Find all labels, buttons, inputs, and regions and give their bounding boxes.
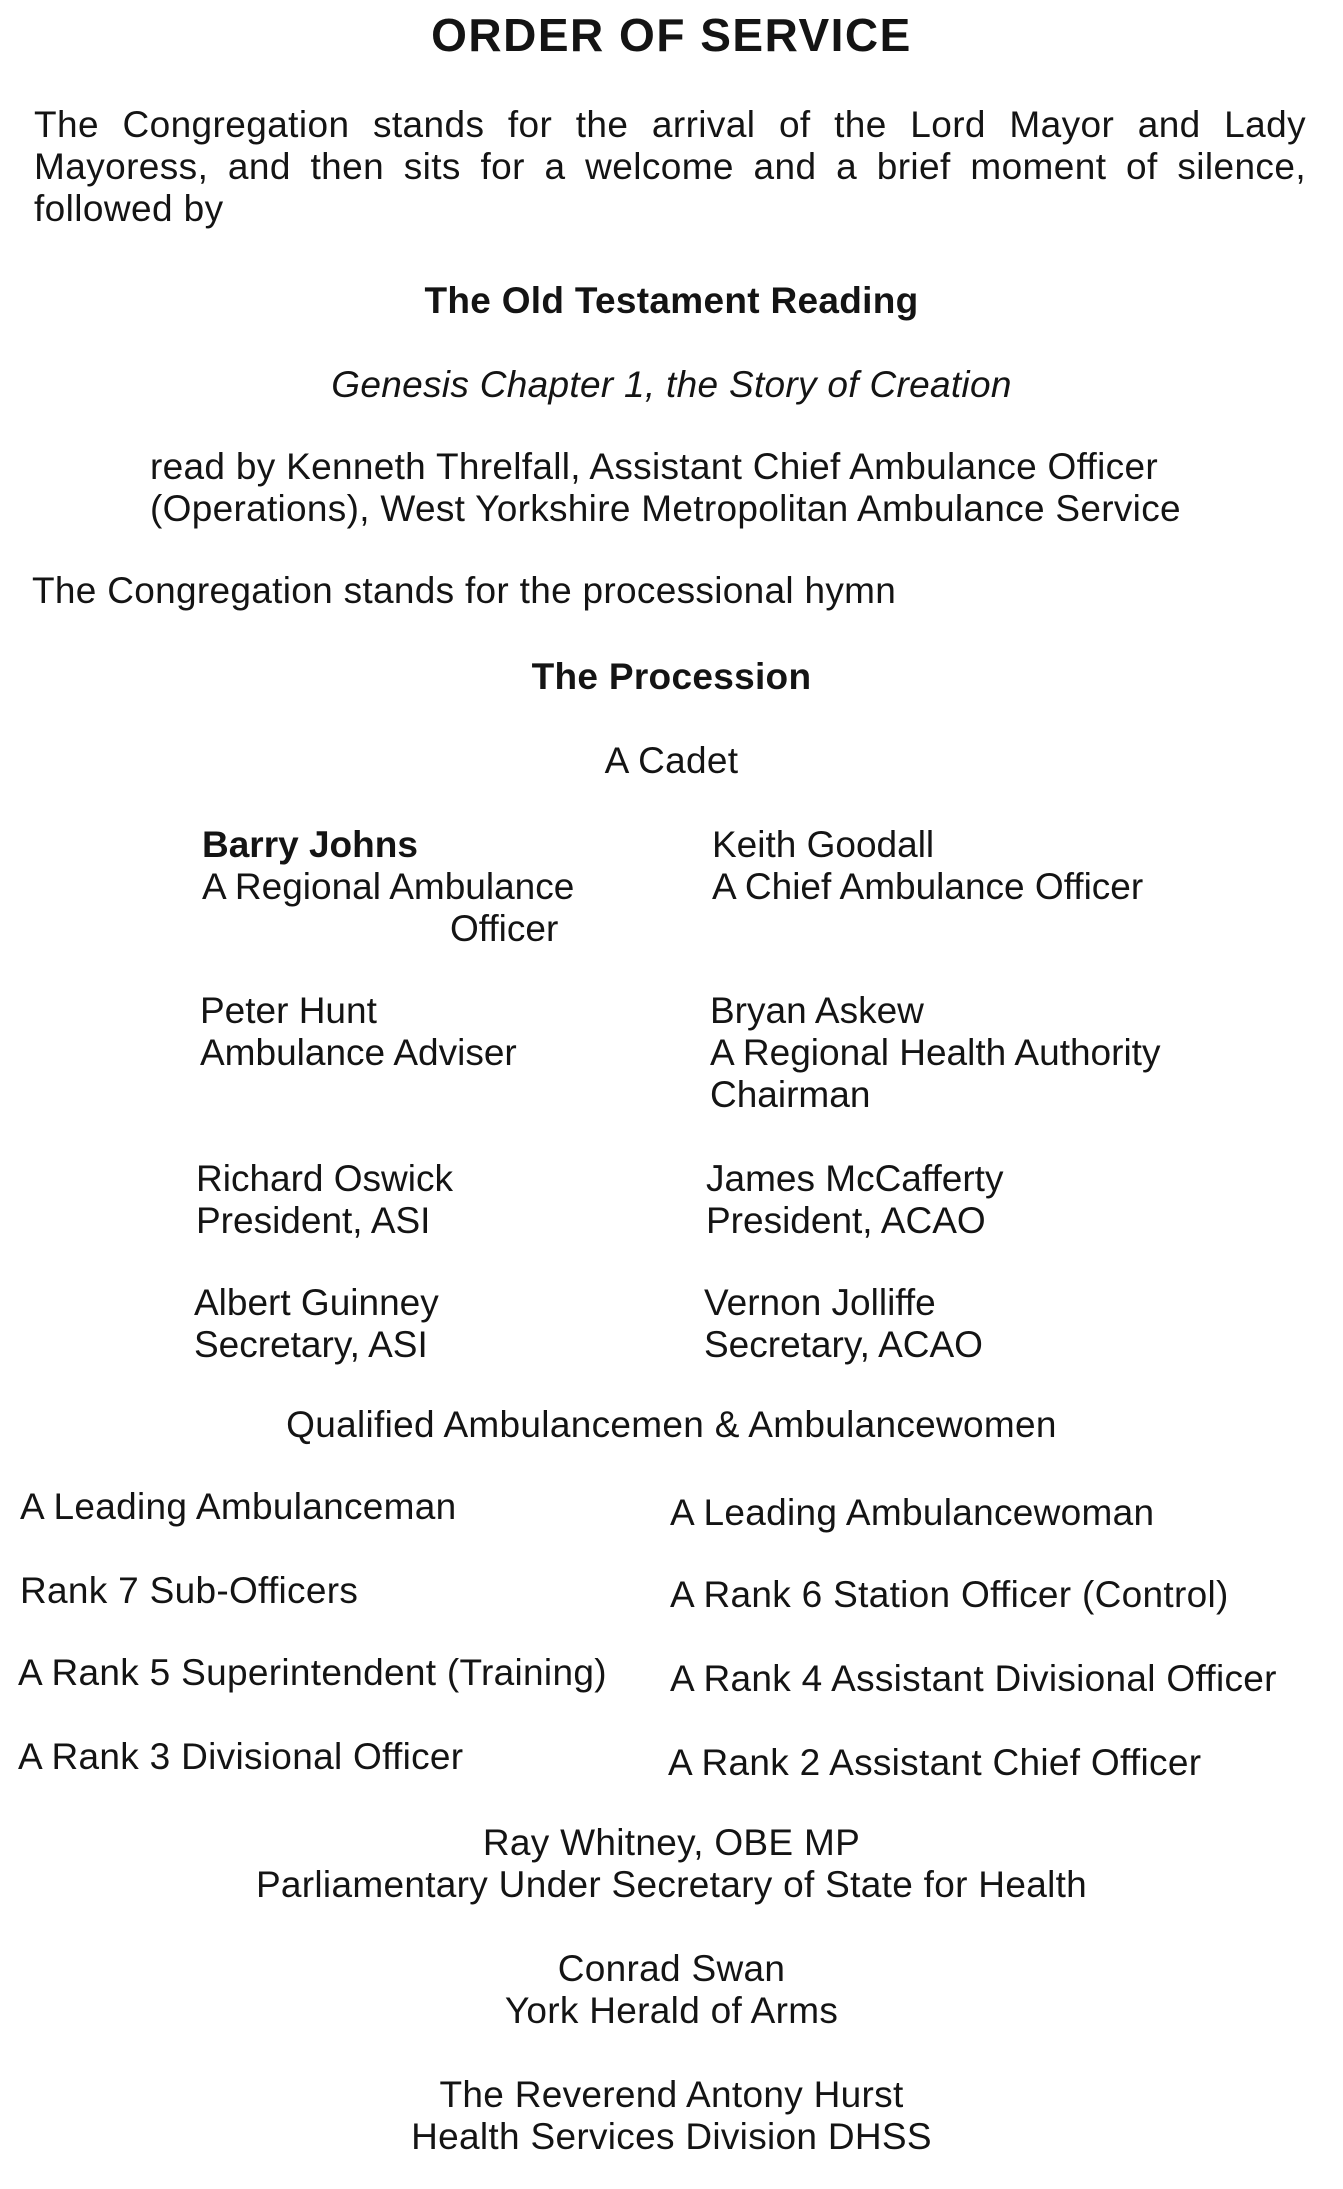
intro-paragraph: The Congregation stands for the arrival of the Lord Mayor and Lady Mayoress, and then sits for a welcome and a brief moment of silence, followed by bbox=[34, 104, 1306, 229]
procession-right-2 bbox=[710, 990, 1160, 1116]
dignitary-3-role: Health Services Division DHSS bbox=[411, 2116, 932, 2157]
rank-right-4: A Rank 2 Assistant Chief Officer bbox=[668, 1742, 1202, 1783]
person-name: James McCafferty bbox=[706, 1158, 1004, 1199]
rank-right-3: A Rank 4 Assistant Divisional Officer bbox=[670, 1658, 1277, 1699]
person-role: A Chief Ambulance Officer bbox=[712, 866, 1144, 907]
procession-left-1 bbox=[202, 824, 574, 950]
person-name: Richard Oswick bbox=[196, 1158, 453, 1199]
person-role-cont: Officer bbox=[450, 908, 559, 949]
procession-heading: The Procession bbox=[531, 656, 812, 697]
rank-right-1: A Leading Ambulancewoman bbox=[670, 1492, 1155, 1533]
person-name: Bryan Askew bbox=[710, 990, 924, 1031]
reader-line-2: (Operations), West Yorkshire Metropolitan Ambulance Service bbox=[150, 488, 1181, 529]
person-role-cont: Chairman bbox=[710, 1074, 871, 1115]
person-role: A Regional Health Authority bbox=[710, 1032, 1161, 1073]
procession-right-1 bbox=[712, 824, 1143, 908]
rank-left-2: Rank 7 Sub-Officers bbox=[20, 1570, 359, 1611]
dignitary-3-name: The Reverend Antony Hurst bbox=[439, 2074, 904, 2115]
person-name: Barry Johns bbox=[202, 824, 418, 865]
reader-line-1: read by Kenneth Threlfall, Assistant Chief Ambulance Officer bbox=[150, 446, 1158, 487]
person-name: Albert Guinney bbox=[194, 1282, 439, 1323]
person-name: Vernon Jolliffe bbox=[704, 1282, 936, 1323]
person-name: Keith Goodall bbox=[712, 824, 935, 865]
page-title: ORDER OF SERVICE bbox=[431, 9, 912, 61]
person-name: Peter Hunt bbox=[200, 990, 377, 1031]
procession-right-4 bbox=[704, 1282, 983, 1366]
rank-left-1: A Leading Ambulanceman bbox=[20, 1486, 457, 1527]
reading-passage: Genesis Chapter 1, the Story of Creation bbox=[331, 364, 1012, 405]
rank-left-3: A Rank 5 Superintendent (Training) bbox=[18, 1652, 607, 1693]
procession-left-2 bbox=[200, 990, 517, 1074]
person-role: Secretary, ACAO bbox=[704, 1324, 983, 1365]
person-role: President, ASI bbox=[196, 1200, 431, 1241]
reading-heading: The Old Testament Reading bbox=[424, 280, 919, 321]
person-role: President, ACAO bbox=[706, 1200, 986, 1241]
dignitary-1-role: Parliamentary Under Secretary of State for Health bbox=[255, 1864, 1088, 1905]
person-role: A Regional Ambulance bbox=[202, 866, 575, 907]
procession-left-4 bbox=[194, 1282, 439, 1366]
dignitary-1-name: Ray Whitney, OBE MP bbox=[482, 1822, 861, 1863]
dignitary-2-role: York Herald of Arms bbox=[504, 1990, 839, 2031]
hymn-note: The Congregation stands for the processional hymn bbox=[32, 570, 897, 611]
person-role: Secretary, ASI bbox=[194, 1324, 428, 1365]
person-role: Ambulance Adviser bbox=[200, 1032, 517, 1073]
rank-right-2: A Rank 6 Station Officer (Control) bbox=[670, 1574, 1229, 1615]
procession-left-3 bbox=[196, 1158, 453, 1242]
qualified-heading: Qualified Ambulancemen & Ambulancewomen bbox=[286, 1404, 1057, 1445]
rank-left-4: A Rank 3 Divisional Officer bbox=[18, 1736, 464, 1777]
procession-right-3 bbox=[706, 1158, 1003, 1242]
cadet-line: A Cadet bbox=[604, 740, 739, 781]
dignitary-2-name: Conrad Swan bbox=[557, 1948, 786, 1989]
